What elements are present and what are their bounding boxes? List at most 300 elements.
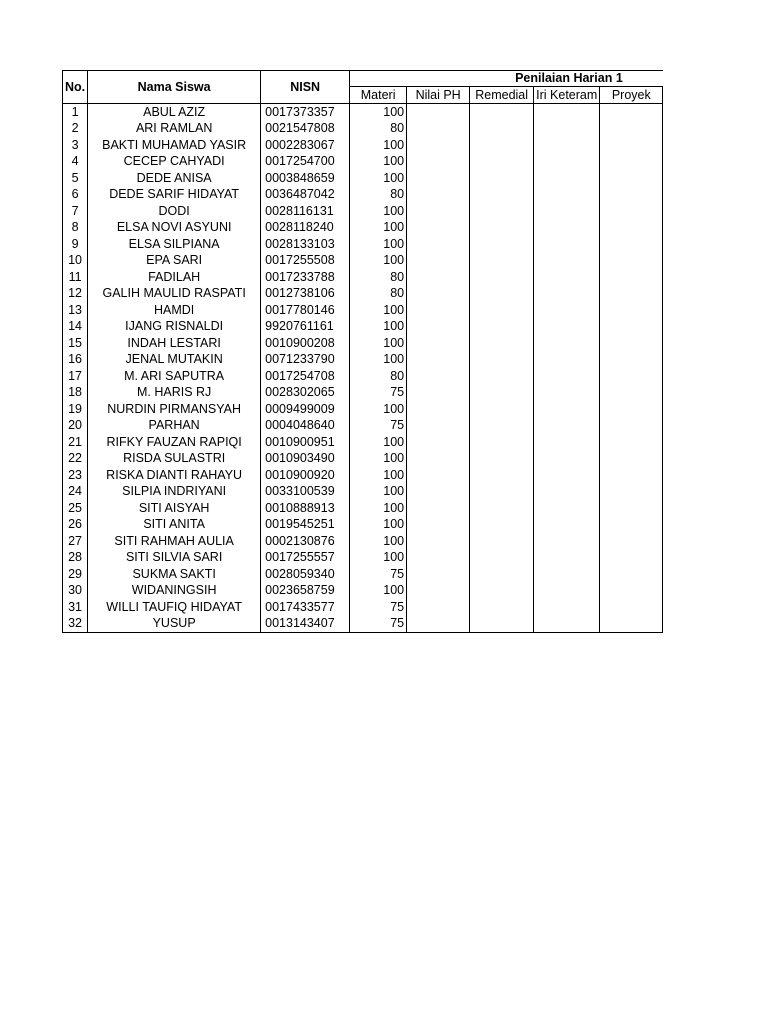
cell-materi[interactable]: 100 [350,236,407,253]
cell-proyek[interactable] [600,104,663,121]
cell-materi[interactable]: 100 [350,104,407,121]
table-row [63,302,663,319]
cell-proyek[interactable] [600,203,663,220]
cell-materi[interactable]: 100 [350,335,407,352]
cell-keterampilan[interactable] [534,154,600,171]
cell-proyek[interactable] [600,187,663,204]
table-row [63,533,663,550]
table-row [63,203,663,220]
cell-no[interactable]: 4 [63,154,88,171]
cell-keterampilan[interactable] [534,368,600,385]
cell-proyek[interactable] [600,352,663,369]
table-row [63,286,663,303]
cell-remedial[interactable] [470,335,534,352]
cell-nama-siswa[interactable]: RISKA DIANTI RAHAYU [88,467,261,484]
cell-nama-siswa[interactable]: SILPIA INDRIYANI [88,484,261,501]
cell-no[interactable]: 21 [63,434,88,451]
cell-remedial[interactable] [470,104,534,121]
cell-materi[interactable]: 75 [350,616,407,633]
cell-materi[interactable]: 100 [350,352,407,369]
cell-nisn[interactable]: 0019545251 [261,517,350,534]
cell-proyek[interactable] [600,467,663,484]
cell-nisn[interactable]: 0017254700 [261,154,350,171]
cell-keterampilan[interactable] [534,335,600,352]
cell-no[interactable]: 24 [63,484,88,501]
cell-nilai-ph[interactable] [407,550,470,567]
cell-proyek[interactable] [600,533,663,550]
cell-nilai-ph[interactable] [407,302,470,319]
table-row [63,154,663,171]
cell-nama-siswa[interactable]: WILLI TAUFIQ HIDAYAT [88,599,261,616]
cell-nama-siswa[interactable]: SITI ANITA [88,517,261,534]
cell-proyek[interactable] [600,269,663,286]
cell-materi[interactable]: 75 [350,418,407,435]
cell-remedial[interactable] [470,319,534,336]
cell-remedial[interactable] [470,616,534,633]
cell-remedial[interactable] [470,137,534,154]
cell-keterampilan[interactable] [534,170,600,187]
cell-materi[interactable]: 100 [350,253,407,270]
cell-nilai-ph[interactable] [407,500,470,517]
cell-materi[interactable]: 80 [350,187,407,204]
table-row [63,583,663,600]
cell-proyek[interactable] [600,236,663,253]
cell-materi[interactable]: 80 [350,121,407,138]
table-row [63,517,663,534]
cell-remedial[interactable] [470,484,534,501]
cell-no[interactable]: 9 [63,236,88,253]
cell-keterampilan[interactable] [534,269,600,286]
cell-nama-siswa[interactable]: M. HARIS RJ [88,385,261,402]
cell-nama-siswa[interactable]: RISDA SULASTRI [88,451,261,468]
cell-proyek[interactable] [600,253,663,270]
cell-proyek[interactable] [600,319,663,336]
cell-no[interactable]: 19 [63,401,88,418]
cell-no[interactable]: 7 [63,203,88,220]
cell-no[interactable]: 10 [63,253,88,270]
cell-nisn[interactable]: 0017780146 [261,302,350,319]
cell-keterampilan[interactable] [534,352,600,369]
table-body [63,104,663,633]
cell-keterampilan[interactable] [534,533,600,550]
table-row [63,104,663,121]
table-row [63,434,663,451]
cell-nilai-ph[interactable] [407,616,470,633]
cell-keterampilan[interactable] [534,550,600,567]
cell-nama-siswa[interactable]: HAMDI [88,302,261,319]
table-row [63,220,663,237]
cell-nilai-ph[interactable] [407,352,470,369]
cell-nisn[interactable]: 0021547808 [261,121,350,138]
cell-remedial[interactable] [470,401,534,418]
cell-nama-siswa[interactable]: INDAH LESTARI [88,335,261,352]
table-row [63,352,663,369]
cell-keterampilan[interactable] [534,319,600,336]
table-row [63,335,663,352]
header-nama-siswa[interactable]: Nama Siswa [88,71,261,104]
cell-keterampilan[interactable] [534,236,600,253]
cell-remedial[interactable] [470,451,534,468]
cell-keterampilan[interactable] [534,484,600,501]
cell-nisn[interactable]: 0010900208 [261,335,350,352]
table-row [63,269,663,286]
cell-keterampilan[interactable] [534,599,600,616]
table-row [63,368,663,385]
cell-no[interactable]: 22 [63,451,88,468]
cell-remedial[interactable] [470,302,534,319]
cell-materi[interactable]: 100 [350,154,407,171]
cell-proyek[interactable] [600,220,663,237]
cell-nama-siswa[interactable]: SITI RAHMAH AULIA [88,533,261,550]
cell-nisn[interactable]: 0010888913 [261,500,350,517]
cell-proyek[interactable] [600,286,663,303]
cell-no[interactable]: 18 [63,385,88,402]
cell-materi[interactable]: 100 [350,170,407,187]
cell-nilai-ph[interactable] [407,170,470,187]
cell-nilai-ph[interactable] [407,583,470,600]
cell-no[interactable]: 5 [63,170,88,187]
cell-nisn[interactable]: 0012738106 [261,286,350,303]
table-row [63,500,663,517]
cell-keterampilan[interactable] [534,121,600,138]
table-row [63,550,663,567]
cell-no[interactable]: 11 [63,269,88,286]
cell-keterampilan[interactable] [534,187,600,204]
cell-no[interactable]: 3 [63,137,88,154]
cell-nilai-ph[interactable] [407,154,470,171]
header-nisn[interactable]: NISN [261,71,350,104]
cell-keterampilan[interactable] [534,467,600,484]
cell-nilai-ph[interactable] [407,253,470,270]
table-row [63,121,663,138]
cell-no[interactable]: 6 [63,187,88,204]
cell-nilai-ph[interactable] [407,451,470,468]
cell-nisn[interactable]: 9920761161 [261,319,350,336]
cell-nilai-ph[interactable] [407,484,470,501]
cell-nilai-ph[interactable] [407,203,470,220]
cell-keterampilan[interactable] [534,220,600,237]
cell-nama-siswa[interactable]: DEDE ANISA [88,170,261,187]
table-header [63,71,663,104]
cell-nama-siswa[interactable]: BAKTI MUHAMAD YASIR [88,137,261,154]
cell-no[interactable]: 2 [63,121,88,138]
table-row [63,616,663,633]
cell-remedial[interactable] [470,203,534,220]
cell-nisn[interactable]: 0028133103 [261,236,350,253]
cell-nilai-ph[interactable] [407,335,470,352]
header-proyek[interactable]: Proyek [600,87,663,104]
cell-remedial[interactable] [470,286,534,303]
cell-remedial[interactable] [470,170,534,187]
cell-nisn[interactable]: 0023658759 [261,583,350,600]
cell-remedial[interactable] [470,533,534,550]
cell-proyek[interactable] [600,368,663,385]
cell-nisn[interactable]: 0010900951 [261,434,350,451]
cell-keterampilan[interactable] [534,203,600,220]
cell-remedial[interactable] [470,566,534,583]
cell-proyek[interactable] [600,434,663,451]
cell-nilai-ph[interactable] [407,319,470,336]
table-row [63,401,663,418]
cell-materi[interactable]: 75 [350,385,407,402]
header-nilai-ph[interactable]: Nilai PH [407,87,470,104]
cell-no[interactable]: 15 [63,335,88,352]
cell-nisn[interactable]: 0003848659 [261,170,350,187]
cell-nisn[interactable]: 0002130876 [261,533,350,550]
table-row [63,566,663,583]
cell-materi[interactable]: 100 [350,137,407,154]
cell-remedial[interactable] [470,418,534,435]
cell-nama-siswa[interactable]: FADILAH [88,269,261,286]
cell-no[interactable]: 1 [63,104,88,121]
cell-proyek[interactable] [600,121,663,138]
cell-keterampilan[interactable] [534,302,600,319]
cell-nama-siswa[interactable]: DODI [88,203,261,220]
cell-materi[interactable]: 75 [350,599,407,616]
cell-no[interactable]: 13 [63,302,88,319]
cell-no[interactable]: 8 [63,220,88,237]
cell-nilai-ph[interactable] [407,467,470,484]
cell-keterampilan[interactable] [534,616,600,633]
cell-nama-siswa[interactable]: YUSUP [88,616,261,633]
cell-no[interactable]: 23 [63,467,88,484]
cell-nama-siswa[interactable]: CECEP CAHYADI [88,154,261,171]
cell-remedial[interactable] [470,368,534,385]
cell-materi[interactable]: 100 [350,467,407,484]
cell-nilai-ph[interactable] [407,104,470,121]
header-keterampilan[interactable]: Ιri Keteram [534,87,600,104]
table-row [63,319,663,336]
cell-nama-siswa[interactable]: ABUL AZIZ [88,104,261,121]
cell-nilai-ph[interactable] [407,517,470,534]
cell-nisn[interactable]: 0017433577 [261,599,350,616]
cell-remedial[interactable] [470,187,534,204]
cell-materi[interactable]: 80 [350,286,407,303]
cell-proyek[interactable] [600,599,663,616]
cell-materi[interactable]: 100 [350,302,407,319]
cell-nisn[interactable]: 0028118240 [261,220,350,237]
cell-nisn[interactable]: 0017255508 [261,253,350,270]
cell-nisn[interactable]: 0002283067 [261,137,350,154]
cell-materi[interactable]: 100 [350,484,407,501]
cell-nilai-ph[interactable] [407,401,470,418]
cell-remedial[interactable] [470,467,534,484]
table-row [63,187,663,204]
cell-nilai-ph[interactable] [407,121,470,138]
cell-no[interactable]: 26 [63,517,88,534]
cell-nisn[interactable]: 0036487042 [261,187,350,204]
cell-materi[interactable]: 100 [350,451,407,468]
cell-nilai-ph[interactable] [407,187,470,204]
header-materi[interactable]: Materi [350,87,407,104]
cell-nilai-ph[interactable] [407,566,470,583]
cell-materi[interactable]: 100 [350,500,407,517]
cell-proyek[interactable] [600,583,663,600]
cell-nilai-ph[interactable] [407,220,470,237]
cell-materi[interactable]: 100 [350,550,407,567]
cell-proyek[interactable] [600,401,663,418]
cell-keterampilan[interactable] [534,137,600,154]
cell-proyek[interactable] [600,302,663,319]
cell-nisn[interactable]: 0071233790 [261,352,350,369]
cell-remedial[interactable] [470,434,534,451]
cell-materi[interactable]: 100 [350,434,407,451]
cell-nama-siswa[interactable]: PARHAN [88,418,261,435]
header-penilaian-harian[interactable]: Penilaian Harian 1 [350,71,663,87]
cell-no[interactable]: 30 [63,583,88,600]
header-remedial[interactable]: Remedial [470,87,534,104]
cell-nisn[interactable]: 0004048640 [261,418,350,435]
cell-nama-siswa[interactable]: ELSA NOVI ASYUNI [88,220,261,237]
cell-nilai-ph[interactable] [407,434,470,451]
cell-keterampilan[interactable] [534,385,600,402]
cell-proyek[interactable] [600,154,663,171]
grade-sheet-table [62,70,663,633]
cell-nama-siswa[interactable]: GALIH MAULID RASPATI [88,286,261,303]
cell-nilai-ph[interactable] [407,418,470,435]
cell-remedial[interactable] [470,550,534,567]
cell-nisn[interactable]: 0028302065 [261,385,350,402]
cell-proyek[interactable] [600,500,663,517]
table-row [63,137,663,154]
cell-materi[interactable]: 100 [350,319,407,336]
cell-nama-siswa[interactable]: IJANG RISNALDI [88,319,261,336]
cell-no[interactable]: 32 [63,616,88,633]
table-row [63,599,663,616]
cell-keterampilan[interactable] [534,401,600,418]
cell-proyek[interactable] [600,451,663,468]
cell-keterampilan[interactable] [534,434,600,451]
table-row [63,484,663,501]
cell-no[interactable]: 16 [63,352,88,369]
cell-nilai-ph[interactable] [407,368,470,385]
cell-materi[interactable]: 80 [350,368,407,385]
cell-remedial[interactable] [470,517,534,534]
cell-nama-siswa[interactable]: NURDIN PIRMANSYAH [88,401,261,418]
cell-keterampilan[interactable] [534,418,600,435]
cell-no[interactable]: 12 [63,286,88,303]
cell-nama-siswa[interactable]: SUKMA SAKTI [88,566,261,583]
table-row [63,451,663,468]
cell-no[interactable]: 28 [63,550,88,567]
cell-nisn[interactable]: 0017254708 [261,368,350,385]
cell-materi[interactable]: 100 [350,517,407,534]
cell-keterampilan[interactable] [534,500,600,517]
cell-materi[interactable]: 100 [350,583,407,600]
cell-nama-siswa[interactable]: EPA SARI [88,253,261,270]
cell-proyek[interactable] [600,137,663,154]
cell-nilai-ph[interactable] [407,599,470,616]
cell-remedial[interactable] [470,269,534,286]
cell-no[interactable]: 29 [63,566,88,583]
cell-materi[interactable]: 100 [350,401,407,418]
cell-nisn[interactable]: 0017373357 [261,104,350,121]
cell-nilai-ph[interactable] [407,533,470,550]
cell-proyek[interactable] [600,385,663,402]
cell-remedial[interactable] [470,154,534,171]
cell-remedial[interactable] [470,236,534,253]
cell-proyek[interactable] [600,550,663,567]
cell-no[interactable]: 25 [63,500,88,517]
cell-nisn[interactable]: 0028116131 [261,203,350,220]
cell-remedial[interactable] [470,583,534,600]
cell-keterampilan[interactable] [534,451,600,468]
cell-proyek[interactable] [600,484,663,501]
table-row [63,418,663,435]
cell-no[interactable]: 14 [63,319,88,336]
table-row [63,385,663,402]
cell-keterampilan[interactable] [534,286,600,303]
table-row [63,236,663,253]
cell-keterampilan[interactable] [534,583,600,600]
cell-materi[interactable]: 100 [350,533,407,550]
cell-keterampilan[interactable] [534,566,600,583]
cell-nilai-ph[interactable] [407,385,470,402]
table-row [63,467,663,484]
cell-proyek[interactable] [600,566,663,583]
cell-keterampilan[interactable] [534,253,600,270]
cell-nama-siswa[interactable]: RIFKY FAUZAN RAPIQI [88,434,261,451]
cell-nilai-ph[interactable] [407,286,470,303]
cell-keterampilan[interactable] [534,104,600,121]
cell-nisn[interactable]: 0033100539 [261,484,350,501]
cell-proyek[interactable] [600,335,663,352]
cell-nisn[interactable]: 0017233788 [261,269,350,286]
cell-materi[interactable]: 80 [350,269,407,286]
cell-nisn[interactable]: 0010900920 [261,467,350,484]
cell-no[interactable]: 27 [63,533,88,550]
cell-materi[interactable]: 100 [350,220,407,237]
cell-no[interactable]: 20 [63,418,88,435]
cell-nisn[interactable]: 0009499009 [261,401,350,418]
cell-remedial[interactable] [470,121,534,138]
cell-proyek[interactable] [600,616,663,633]
cell-nilai-ph[interactable] [407,269,470,286]
cell-nama-siswa[interactable]: M. ARI SAPUTRA [88,368,261,385]
cell-materi[interactable]: 100 [350,203,407,220]
cell-no[interactable]: 17 [63,368,88,385]
cell-nama-siswa[interactable]: SITI SILVIA SARI [88,550,261,567]
cell-remedial[interactable] [470,352,534,369]
cell-remedial[interactable] [470,253,534,270]
cell-nilai-ph[interactable] [407,137,470,154]
cell-nilai-ph[interactable] [407,236,470,253]
cell-nama-siswa[interactable]: ELSA SILPIANA [88,236,261,253]
table-row [63,253,663,270]
cell-materi[interactable]: 75 [350,566,407,583]
cell-nisn[interactable]: 0017255557 [261,550,350,567]
cell-remedial[interactable] [470,500,534,517]
cell-remedial[interactable] [470,599,534,616]
cell-keterampilan[interactable] [534,517,600,534]
cell-no[interactable]: 31 [63,599,88,616]
table-row [63,170,663,187]
cell-nama-siswa[interactable]: SITI AISYAH [88,500,261,517]
cell-nama-siswa[interactable]: WIDANINGSIH [88,583,261,600]
cell-nama-siswa[interactable]: DEDE SARIF HIDAYAT [88,187,261,204]
cell-remedial[interactable] [470,220,534,237]
cell-nama-siswa[interactable]: ARI RAMLAN [88,121,261,138]
cell-proyek[interactable] [600,170,663,187]
cell-nama-siswa[interactable]: JENAL MUTAKIN [88,352,261,369]
cell-remedial[interactable] [470,385,534,402]
cell-proyek[interactable] [600,517,663,534]
cell-nisn[interactable]: 0013143407 [261,616,350,633]
cell-nisn[interactable]: 0010903490 [261,451,350,468]
cell-nisn[interactable]: 0028059340 [261,566,350,583]
header-no[interactable]: No. [63,71,88,104]
cell-proyek[interactable] [600,418,663,435]
